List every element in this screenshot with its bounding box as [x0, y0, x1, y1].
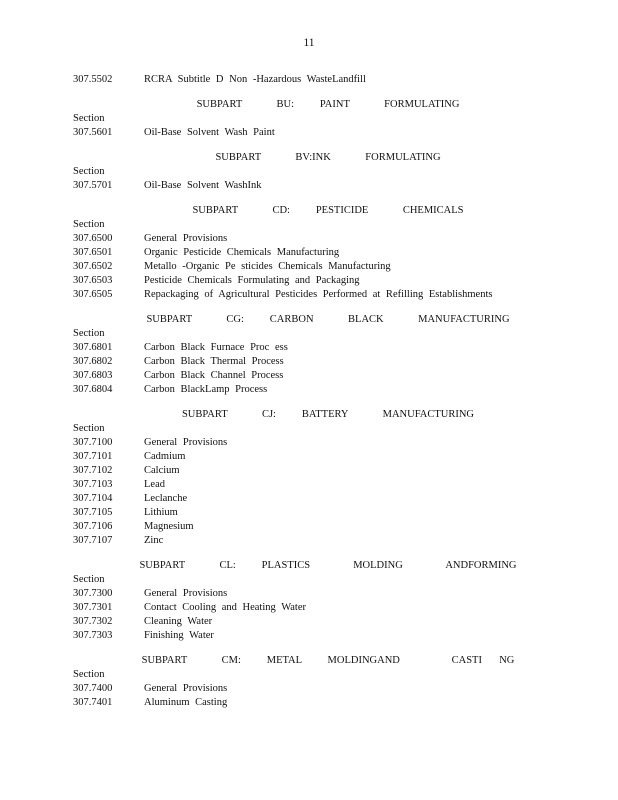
section-number: 307.7400	[73, 683, 113, 694]
section-number: 307.7105	[73, 507, 113, 518]
section-title: Calcium	[144, 465, 180, 476]
subpart-block	[73, 408, 593, 548]
section-row	[73, 506, 593, 520]
subpart-heading: SUBPART BU: PAINT FORMULATING	[196, 99, 460, 110]
section-column-label: Section	[73, 219, 105, 230]
section-number: 307.7106	[73, 521, 113, 532]
section-title: Finishing Water	[144, 630, 214, 641]
section-row	[73, 274, 593, 288]
section-number: 307.6505	[73, 289, 113, 300]
page-number: 11	[303, 37, 315, 49]
section-column-label: Section	[73, 113, 105, 124]
section-number: 307.6500	[73, 233, 113, 244]
section-title: Pesticide Chemicals Formulating and Packaging	[144, 275, 360, 286]
section-column-label: Section	[73, 669, 105, 680]
section-number: 307.6803	[73, 370, 113, 381]
section-number: 307.7303	[73, 630, 113, 641]
subpart-block	[73, 98, 593, 140]
section-title: General Provisions	[144, 588, 228, 599]
section-row	[73, 520, 593, 534]
subpart-heading: SUBPART CJ: BATTERY MANUFACTURING	[181, 409, 475, 420]
section-row	[73, 696, 593, 710]
section-title: Oil-Base Solvent WashInk	[144, 180, 262, 191]
subpart-heading: SUBPART CL: PLASTICS MOLDING ANDFORMING	[139, 560, 517, 571]
section-row	[73, 492, 593, 506]
section-title: General Provisions	[144, 233, 228, 244]
section-row	[73, 126, 593, 140]
section-title: Carbon Black Thermal Process	[144, 356, 284, 367]
section-number: 307.6804	[73, 384, 113, 395]
section-title: General Provisions	[144, 683, 228, 694]
section-row	[73, 601, 593, 615]
section-title: Repackaging of Agricultural Pesticides Performed at Refilling Establishments	[144, 289, 493, 300]
section-number: 307.6501	[73, 247, 113, 258]
section-row	[73, 534, 593, 548]
section-row	[73, 369, 593, 383]
section-title: Oil-Base Solvent Wash Paint	[144, 127, 275, 138]
section-row	[73, 246, 593, 260]
section-row	[73, 383, 593, 397]
section-number: 307.7107	[73, 535, 113, 546]
section-title: Organic Pesticide Chemicals Manufacturing	[144, 247, 340, 258]
section-row	[73, 260, 593, 274]
section-row	[73, 73, 593, 87]
subpart-block	[73, 313, 593, 397]
section-number: 307.5502	[73, 74, 113, 85]
section-column-label: Section	[73, 574, 105, 585]
section-number: 307.7102	[73, 465, 113, 476]
section-number: 307.5601	[73, 127, 113, 138]
section-title: Lithium	[144, 507, 178, 518]
subpart-heading: SUBPART BV:INK FORMULATING	[215, 152, 441, 163]
section-column-label: Section	[73, 166, 105, 177]
section-title: Cadmium	[144, 451, 186, 462]
section-column-label: Section	[73, 423, 105, 434]
section-title: Contact Cooling and Heating Water	[144, 602, 307, 613]
section-title: Carbon Black Furnace Proc ess	[144, 342, 288, 353]
section-row	[73, 288, 593, 302]
section-number: 307.7401	[73, 697, 113, 708]
section-number: 307.6801	[73, 342, 113, 353]
section-number: 307.7101	[73, 451, 113, 462]
subpart-block	[73, 151, 593, 193]
section-title: Aluminum Casting	[144, 697, 228, 708]
section-number: 307.7104	[73, 493, 113, 504]
section-row	[73, 450, 593, 464]
section-row	[73, 232, 593, 246]
section-number: 307.7301	[73, 602, 113, 613]
section-row	[73, 478, 593, 492]
section-title: Carbon Black Channel Process	[144, 370, 284, 381]
section-title: General Provisions	[144, 437, 228, 448]
section-row	[73, 464, 593, 478]
section-row	[73, 341, 593, 355]
section-row	[73, 615, 593, 629]
document-body	[73, 73, 593, 710]
section-title: Carbon BlackLamp Process	[144, 384, 268, 395]
section-number: 307.5701	[73, 180, 113, 191]
section-row	[73, 179, 593, 193]
subpart-heading: SUBPART CG: CARBON BLACK MANUFACTURING	[146, 314, 510, 325]
section-title: Cleaning Water	[144, 616, 213, 627]
section-row	[73, 682, 593, 696]
subpart-heading: SUBPART CD: PESTICIDE CHEMICALS	[192, 205, 464, 216]
section-number: 307.6503	[73, 275, 113, 286]
section-title: Leclanche	[144, 493, 188, 504]
section-row	[73, 355, 593, 369]
section-number: 307.7103	[73, 479, 113, 490]
section-title: Magnesium	[144, 521, 194, 532]
section-number: 307.7300	[73, 588, 113, 599]
section-number: 307.7302	[73, 616, 113, 627]
section-number: 307.7100	[73, 437, 113, 448]
subpart-heading: SUBPART CM: METAL MOLDINGAND CASTI NG	[141, 655, 515, 666]
section-row	[73, 629, 593, 643]
section-title: Metallo -Organic Pe sticides Chemicals Manufacturing	[144, 261, 391, 272]
section-title: Lead	[144, 479, 165, 490]
section-row	[73, 587, 593, 601]
section-number: 307.6502	[73, 261, 113, 272]
subpart-block	[73, 559, 593, 643]
section-column-label: Section	[73, 328, 105, 339]
subpart-block	[73, 204, 593, 302]
subpart-block	[73, 654, 593, 710]
section-number: 307.6802	[73, 356, 113, 367]
section-row	[73, 436, 593, 450]
section-title: RCRA Subtitle D Non -Hazardous WasteLandfill	[144, 74, 366, 85]
section-title: Zinc	[144, 535, 164, 546]
